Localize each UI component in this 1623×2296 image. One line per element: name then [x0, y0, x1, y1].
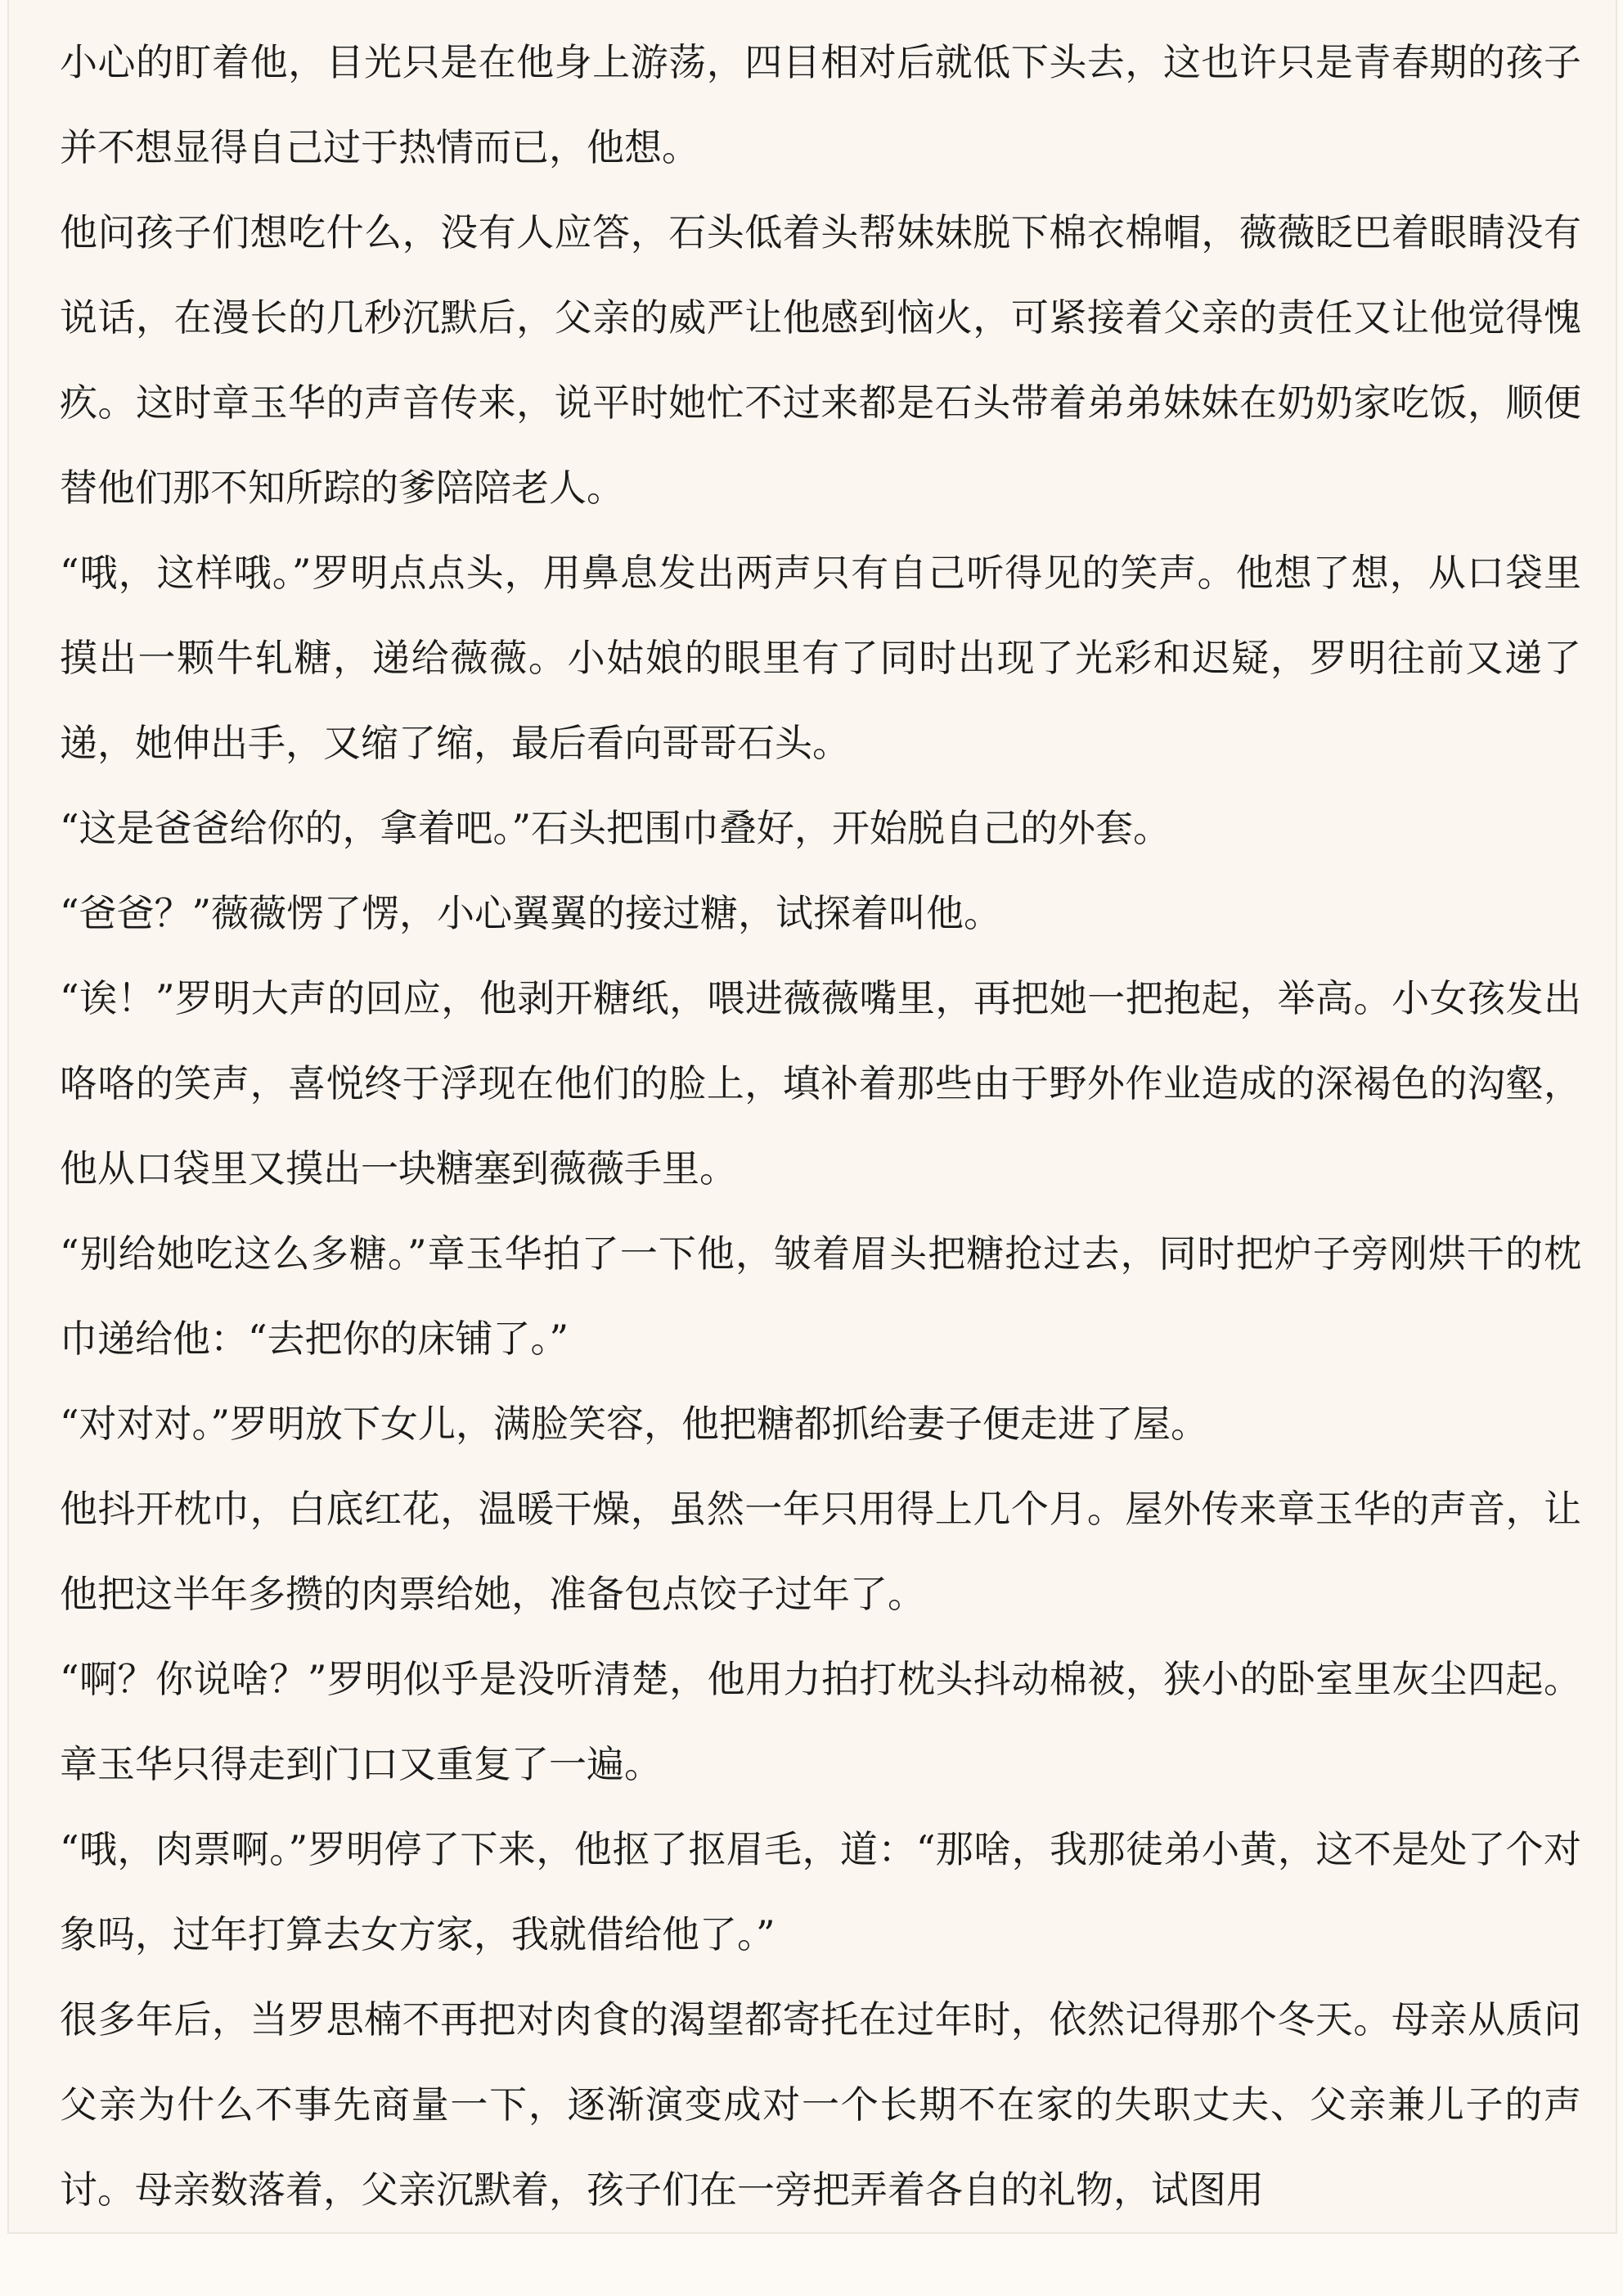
- paragraph: “啊？你说啥？”罗明似乎是没听清楚，他用力拍打枕头抖动棉被，狭小的卧室里灰尘四起。章玉华只得走到门口又重复了一遍。: [60, 1657, 1581, 1786]
- document-page: [7, 0, 1617, 2234]
- document-body: [60, 20, 1581, 2232]
- paragraph: 小心的盯着他，目光只是在他身上游荡，四目相对后就低下头去，这也许只是青春期的孩子并不想显得自己过于热情而已，他想。: [60, 40, 1581, 169]
- paragraph: “哦，这样哦。”罗明点点头，用鼻息发出两声只有自己听得见的笑声。他想了想，从口袋里摸出一颗牛轧糖，递给薇薇。小姑娘的眼里有了同时出现了光彩和迟疑，罗明往前又递了递，她伸出手，又缩了缩，最后看向哥哥石头。: [60, 551, 1581, 765]
- paragraph: “哦，肉票啊。”罗明停了下来，他抠了抠眉毛，道：“那啥，我那徒弟小黄，这不是处了个对象吗，过年打算去女方家，我就借给他了。”: [60, 1827, 1581, 1956]
- paragraph: 他抖开枕巾，白底红花，温暖干燥，虽然一年只用得上几个月。屋外传来章玉华的声音，让他把这半年多攒的肉票给她，准备包点饺子过年了。: [60, 1487, 1581, 1616]
- paragraph: 他问孩子们想吃什么，没有人应答，石头低着头帮妹妹脱下棉衣棉帽，薇薇眨巴着眼睛没有说话，在漫长的几秒沉默后，父亲的威严让他感到恼火，可紧接着父亲的责任又让他觉得愧疚。这时章玉华的声音传来，说平时她忙不过来都是石头带着弟弟妹妹在奶奶家吃饭，顺便替他们那不知所踪的爹陪陪老人。: [60, 210, 1581, 510]
- paragraph: “诶！”罗明大声的回应，他剥开糖纸，喂进薇薇嘴里，再把她一把抱起，举高。小女孩发出咯咯的笑声，喜悦终于浮现在他们的脸上，填补着那些由于野外作业造成的深褐色的沟壑，他从口袋里又摸出一块糖塞到薇薇手里。: [60, 976, 1581, 1191]
- paragraph: “别给她吃这么多糖。”章玉华拍了一下他，皱着眉头把糖抢过去，同时把炉子旁刚烘干的枕巾递给他：“去把你的床铺了。”: [60, 1231, 1581, 1361]
- paragraph: 很多年后，当罗思楠不再把对肉食的渴望都寄托在过年时，依然记得那个冬天。母亲从质问父亲为什么不事先商量一下，逐渐演变成对一个长期不在家的失职丈夫、父亲兼儿子的声讨。母亲数落着，父亲沉默着，孩子们在一旁把弄着各自的礼物，试图用: [60, 1997, 1581, 2212]
- paragraph: “对对对。”罗明放下女儿，满脸笑容，他把糖都抓给妻子便走进了屋。: [60, 1402, 1209, 1446]
- paragraph: “爸爸？”薇薇愣了愣，小心翼翼的接过糖，试探着叫他。: [60, 891, 1002, 935]
- paragraph: “这是爸爸给你的，拿着吧。”石头把围巾叠好，开始脱自己的外套。: [60, 806, 1171, 850]
